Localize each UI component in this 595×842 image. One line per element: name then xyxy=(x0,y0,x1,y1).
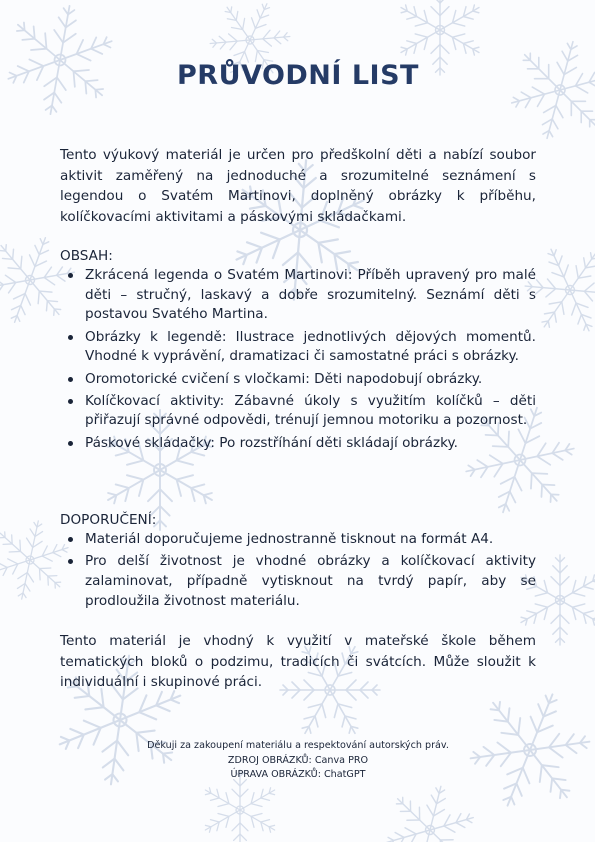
list-item: Páskové skládačky: Po rozstříhání děti skládají obrázky. xyxy=(60,434,536,454)
list-item: Materiál doporučujeme jednostranně tisknout na formát A4. xyxy=(60,530,536,550)
recommendations-heading: DOPORUČENÍ: xyxy=(60,512,157,528)
contents-heading: OBSAH: xyxy=(60,248,113,264)
list-item: Oromotorické cvičení s vločkami: Děti napodobují obrázky. xyxy=(60,370,536,390)
outro-paragraph: Tento materiál je vhodný k využití v mateřské škole během tematických bloků o podzimu, tradicích či svátcích. Může sloužit k individuální i skupinové práci. xyxy=(60,633,536,690)
list-item: Kolíčkovací aktivity: Zábavné úkoly s využitím kolíčků – děti přiřazují správné odpovědi, trénují jemnou motoriku a pozornost. xyxy=(60,392,536,431)
footer-image-source: ZDROJ OBRÁZKŮ: Canva PRO xyxy=(227,754,369,766)
footer xyxy=(60,739,536,783)
recommendations-list xyxy=(60,530,536,614)
list-item: Zkrácená legenda o Svatém Martinovi: Příběh upravený pro malé děti – stručný, laskavý a dobře srozumitelný. Seznámí děti s postavou Svatého Martina. xyxy=(60,266,536,325)
intro-paragraph: Tento výukový materiál je určen pro předškolní děti a nabízí soubor aktivit zaměřený na jednoduché a srozumitelné seznámení s legendou o Svatém Martinovi, doplněný obrázky k příběhu, kolíčkovacími aktivitami a páskovými skládačkami. xyxy=(60,147,536,225)
snowflake-icon xyxy=(377,776,483,842)
footer-image-edit: ÚPRAVA OBRÁZKŮ: ChatGPT xyxy=(230,769,366,780)
list-item: Pro delší životnost je vhodné obrázky a kolíčkovací aktivity zalaminovat, případně vytisknout na tvrdý papír, aby se prodloužila životnost materiálu. xyxy=(60,552,536,611)
footer-thanks: Děkuji za zakoupení materiálu a respektování autorských práv. xyxy=(147,740,449,751)
page-title: PRŮVODNÍ LIST xyxy=(177,60,419,91)
list-item: Obrázky k legendě: Ilustrace jednotlivých dějových momentů. Vhodné k vyprávění, dramatizaci či samostatné práci s obrázky. xyxy=(60,328,536,367)
contents-list xyxy=(60,266,536,456)
